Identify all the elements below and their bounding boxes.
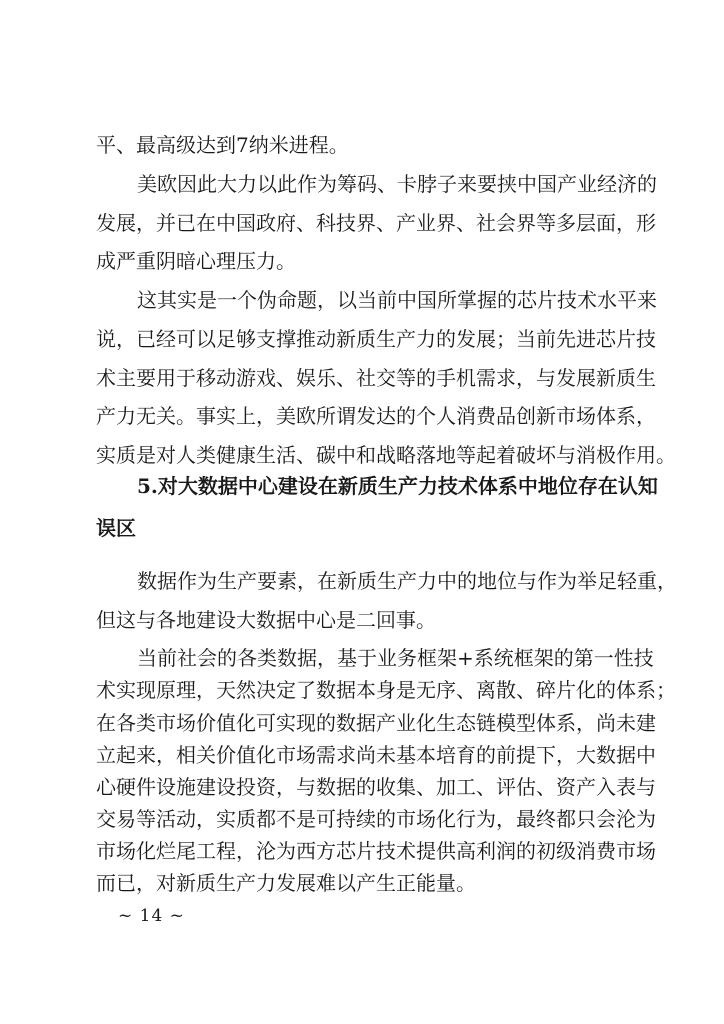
section-heading-line: 5.对大数据中心建设在新质生产力技术体系中地位存在认知 [137,474,658,498]
paragraph-line: 美欧因此大力以此作为筹码、卡脖子来要挟中国产业经济的 [137,172,657,196]
paragraph-line: 立起来，相关价值化市场需求尚未基本培育的前提下，大数据中 [96,743,656,767]
paragraph-line: 当前社会的各类数据，基于业务框架+系统框架的第一性技 [137,646,654,670]
paragraph-line: 说，已经可以足够支撑推动新质生产力的发展；当前先进芯片技 [96,327,656,351]
paragraph-line: 心硬件设施建设投资，与数据的收集、加工、评估、资产入表与 [96,775,656,799]
paragraph-line: 成严重阴暗心理压力。 [96,249,296,273]
page-number: ~ 14 ~ [118,906,185,926]
paragraph-line: 这其实是一个伪命题，以当前中国所掌握的芯片技术水平来 [137,288,657,312]
paragraph-line: 交易等活动，实质都不是可持续的市场化行为，最终都只会沦为 [96,807,656,831]
paragraph-line: 平、最高级达到7纳米进程。 [96,133,349,157]
paragraph-line: 术实现原理，天然决定了数据本身是无序、离散、碎片化的体系； [96,678,676,702]
section-heading-line: 误区 [96,516,136,540]
paragraph-line: 实质是对人类健康生活、碳中和战略落地等起着破坏与消极作用。 [96,443,676,467]
paragraph-line: 但这与各地建设大数据中心是二回事。 [96,608,436,632]
paragraph-line: 而已，对新质生产力发展难以产生正能量。 [96,871,476,895]
paragraph-line: 数据作为生产要素，在新质生产力中的地位与作为举足轻重， [137,569,677,593]
paragraph-line: 术主要用于移动游戏、娱乐、社交等的手机需求，与发展新质生 [96,366,656,390]
paragraph-line: 产力无关。事实上，美欧所谓发达的个人消费品创新市场体系， [96,404,656,428]
paragraph-line: 市场化烂尾工程，沦为西方芯片技术提供高利润的初级消费市场 [96,839,656,863]
paragraph-line: 在各类市场价值化可实现的数据产业化生态链模型体系，尚未建 [96,711,656,735]
paragraph-line: 发展，并已在中国政府、科技界、产业界、社会界等多层面，形 [96,211,656,235]
